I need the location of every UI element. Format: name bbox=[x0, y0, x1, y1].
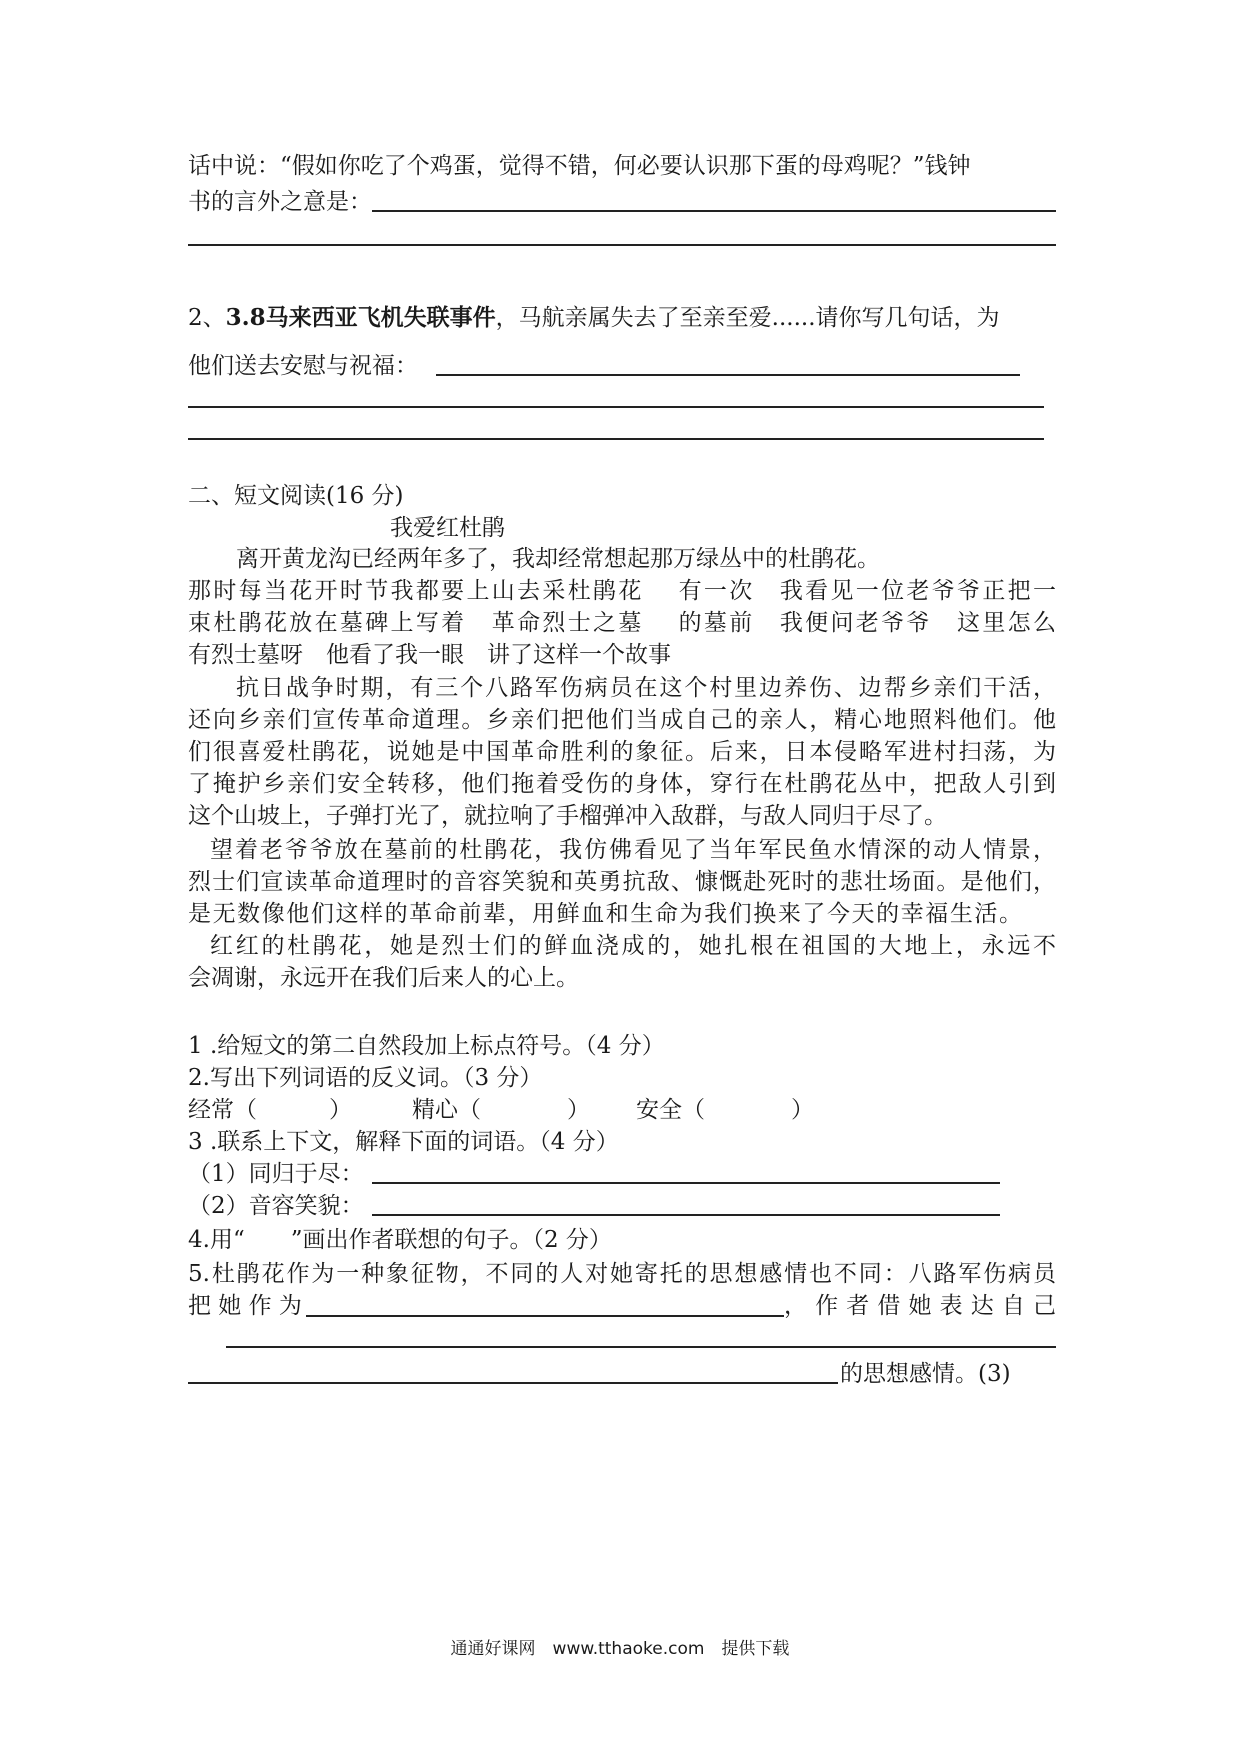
question-3-item-1: （1）同归于尽： bbox=[188, 1161, 364, 1187]
question-4: 4.用“ ”画出作者联想的句子。（2 分） bbox=[188, 1227, 612, 1253]
passage-paragraph-5-line: 会凋谢，永远开在我们后来人的心上。 bbox=[188, 965, 579, 991]
passage-paragraph-4-line: 烈士们宣读革命道理时的音容笑貌和英勇抗敌、慷慨赴死时的悲壮场面。是他们， bbox=[188, 869, 1056, 895]
passage-paragraph-3-line: 这个山坡上，子弹打光了，就拉响了手榴弹冲入敌群，与敌人同归于尽了。 bbox=[188, 803, 947, 829]
answer-line[interactable] bbox=[188, 438, 1044, 440]
passage-paragraph-2-line: 束杜鹃花放在墓碑上写着 革命烈士之墓 的墓前 我便问老爷爷 这里怎么 bbox=[188, 610, 1056, 636]
question-5-line1: 5.杜鹃花作为一种象征物，不同的人对她寄托的思想感情也不同：八路军伤病员 bbox=[188, 1261, 1056, 1287]
passage-paragraph-2-line: 有烈士墓呀 他看了我一眼 讲了这样一个故事 bbox=[188, 642, 671, 668]
passage-paragraph-3-line: 了掩护乡亲们安全转移，他们拖着受伤的身体，穿行在杜鹃花丛中，把敌人引到 bbox=[188, 771, 1056, 797]
antonym-word: 精心（ bbox=[412, 1097, 481, 1123]
answer-line[interactable] bbox=[372, 210, 1056, 212]
question-5-part-a: 把 她 作 为 bbox=[188, 1293, 302, 1319]
q2-event: 3.8马来西亚飞机失联事件 bbox=[225, 304, 496, 331]
question-5-end: 的思想感情。(3) bbox=[840, 1361, 1011, 1387]
q2-prompt: ，马航亲属失去了至亲至爱......请你写几句话，为 bbox=[495, 305, 1000, 331]
q1-line2: 书的言外之意是： bbox=[188, 189, 372, 215]
close-paren: ） bbox=[791, 1097, 814, 1123]
antonym-word: 安全（ bbox=[636, 1097, 705, 1123]
passage-paragraph-3-line: 抗日战争时期，有三个八路军伤病员在这个村里边养伤、边帮乡亲们干活， bbox=[236, 675, 1056, 701]
q2-line1 bbox=[188, 302, 1000, 334]
passage-title: 我爱红杜鹃 bbox=[390, 515, 505, 541]
answer-line[interactable] bbox=[188, 1382, 838, 1384]
antonym-item-1 bbox=[188, 1094, 352, 1126]
close-paren: ） bbox=[329, 1097, 352, 1123]
answer-line[interactable] bbox=[226, 1346, 1056, 1348]
answer-line[interactable] bbox=[306, 1315, 784, 1317]
passage-paragraph-1: 离开黄龙沟已经两年多了，我却经常想起那万绿丛中的杜鹃花。 bbox=[236, 546, 880, 572]
answer-line[interactable] bbox=[372, 1182, 1000, 1184]
antonym-word: 经常（ bbox=[188, 1097, 257, 1123]
q2-line2: 他们送去安慰与祝福： bbox=[188, 353, 418, 379]
passage-paragraph-3-line: 还向乡亲们宣传革命道理。乡亲们把他们当成自己的亲人，精心地照料他们。他 bbox=[188, 707, 1056, 733]
answer-line[interactable] bbox=[188, 406, 1044, 408]
question-3: 3 .联系上下文，解释下面的词语。（4 分） bbox=[188, 1129, 619, 1155]
q1-line1: 话中说：“假如你吃了个鸡蛋，觉得不错，何必要认识那下蛋的母鸡呢？”钱钟 bbox=[188, 153, 971, 179]
question-1: 1 .给短文的第二自然段加上标点符号。（4 分） bbox=[188, 1033, 665, 1059]
answer-line[interactable] bbox=[372, 1214, 1000, 1216]
question-2: 2.写出下列词语的反义词。（3 分） bbox=[188, 1065, 543, 1091]
footer-download-note: 通通好课网 www.tthaoke.com 提供下载 bbox=[450, 1639, 790, 1659]
passage-paragraph-4-line: 望着老爷爷放在墓前的杜鹃花，我仿佛看见了当年军民鱼水情深的动人情景， bbox=[210, 837, 1056, 863]
antonym-item-2 bbox=[412, 1094, 590, 1126]
answer-line[interactable] bbox=[436, 374, 1020, 376]
passage-paragraph-4-line: 是无数像他们这样的革命前辈，用鲜血和生命为我们换来了今天的幸福生活。 bbox=[188, 901, 1022, 927]
close-paren: ） bbox=[567, 1097, 590, 1123]
q2-number: 2、 bbox=[188, 305, 226, 331]
passage-paragraph-3-line: 们很喜爱杜鹃花，说她是中国革命胜利的象征。后来，日本侵略军进村扫荡，为 bbox=[188, 739, 1056, 765]
question-3-item-2: （2）音容笑貌： bbox=[188, 1193, 364, 1219]
question-5-part-b: ， 作 者 借 她 表 达 自 己 bbox=[784, 1293, 1056, 1319]
passage-paragraph-5-line: 红红的杜鹃花，她是烈士们的鲜血浇成的，她扎根在祖国的大地上，永远不 bbox=[210, 933, 1056, 959]
antonym-item-3 bbox=[636, 1094, 814, 1126]
passage-paragraph-2-line: 那时每当花开时节我都要上山去采杜鹃花 有一次 我看见一位老爷爷正把一 bbox=[188, 578, 1056, 604]
answer-line[interactable] bbox=[188, 244, 1056, 246]
section-heading: 二、短文阅读(16 分) bbox=[188, 483, 404, 509]
